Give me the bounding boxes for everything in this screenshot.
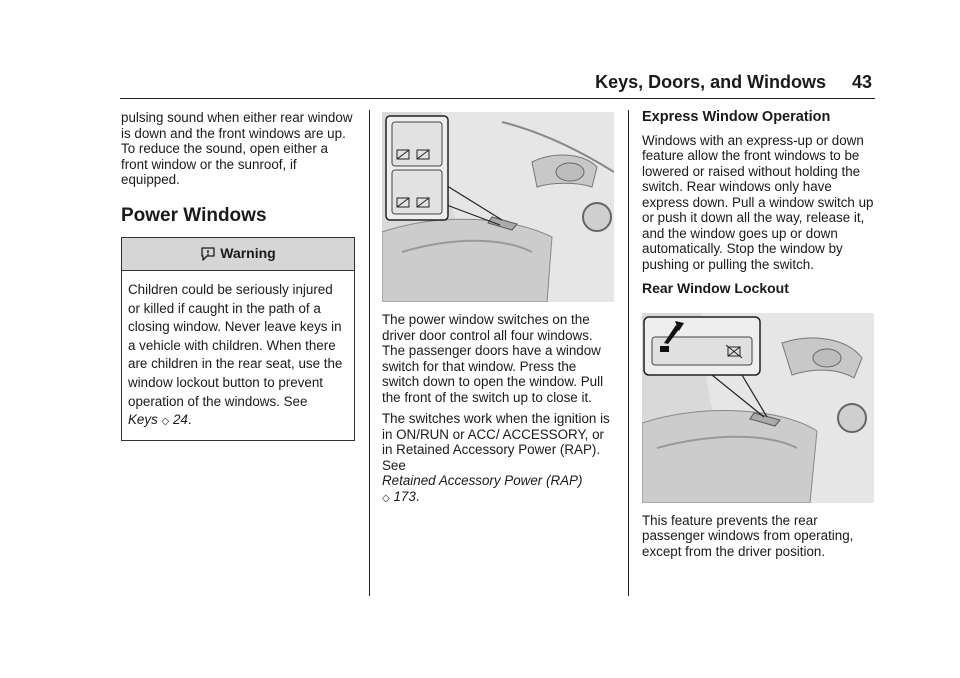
power-windows-heading: Power Windows <box>121 204 267 226</box>
lockout-illustration <box>642 313 874 503</box>
page-reference-icon: ◇ <box>161 416 170 428</box>
window-switch-illustration <box>382 112 614 302</box>
column-divider-2 <box>628 110 629 596</box>
warning-header <box>122 238 354 271</box>
running-header <box>595 72 872 93</box>
ignition-paragraph <box>382 411 614 506</box>
warning-body <box>122 271 354 440</box>
column-divider-1 <box>369 110 370 596</box>
page-reference-icon: ◇ <box>382 492 390 504</box>
header-rule <box>120 98 875 99</box>
rap-page-ref[interactable]: 173 <box>393 488 416 504</box>
keys-page-ref[interactable]: 24 <box>172 412 188 428</box>
warning-box <box>121 237 355 441</box>
intro-paragraph: pulsing sound when either rear window is down and the front windows are up. To reduce the sound, open either a front window or the sunroof, if equipped. <box>121 110 353 187</box>
warning-icon <box>200 246 216 262</box>
express-window-heading: Express Window Operation <box>642 109 831 125</box>
warning-title: Warning <box>220 245 276 262</box>
express-window-paragraph: Windows with an express-up or down feature allow the front windows to be lowered or raised without holding the switch. Rear windows only have express down. Pull a window switch up or push it down all the way, release it, and the window goes up or down automatically. Stop the window by pushing or pulling the switch. <box>642 132 874 272</box>
column-3 <box>642 110 874 565</box>
door-panel-drawing <box>382 112 614 302</box>
switches-paragraph: The power window switches on the driver door control all four windows. The passenger doors have a window switch for that window. Press the switch down to open the window. Pull the front of the switch up to close it. <box>382 312 604 405</box>
warning-text: Children could be seriously injured or killed if caught in the path of a closing window. Never leave keys in a vehicle with children. When there are children in the rear seat, use the window lockout button to prevent operation of the windows. See <box>128 282 343 409</box>
warning-end-punct: . <box>187 412 192 428</box>
column-2 <box>382 110 614 512</box>
keys-link[interactable]: Keys <box>128 412 158 428</box>
rear-lockout-heading: Rear Window Lockout <box>642 280 789 296</box>
rap-link[interactable]: Retained Accessory Power (RAP) <box>382 473 583 488</box>
column-1 <box>121 110 357 441</box>
ignition-text: The switches work when the ignition is in ON/RUN or ACC/ ACCESSORY, or in Retained Accessory Power (RAP). See <box>382 411 610 473</box>
ignition-end-punct: . <box>415 488 420 504</box>
section-title: Keys, Doors, and Windows <box>595 72 826 92</box>
lockout-door-drawing <box>642 313 874 503</box>
lockout-paragraph: This feature prevents the rear passenger windows from operating, except from the driver position. <box>642 512 854 559</box>
page-number: 43 <box>851 72 872 92</box>
